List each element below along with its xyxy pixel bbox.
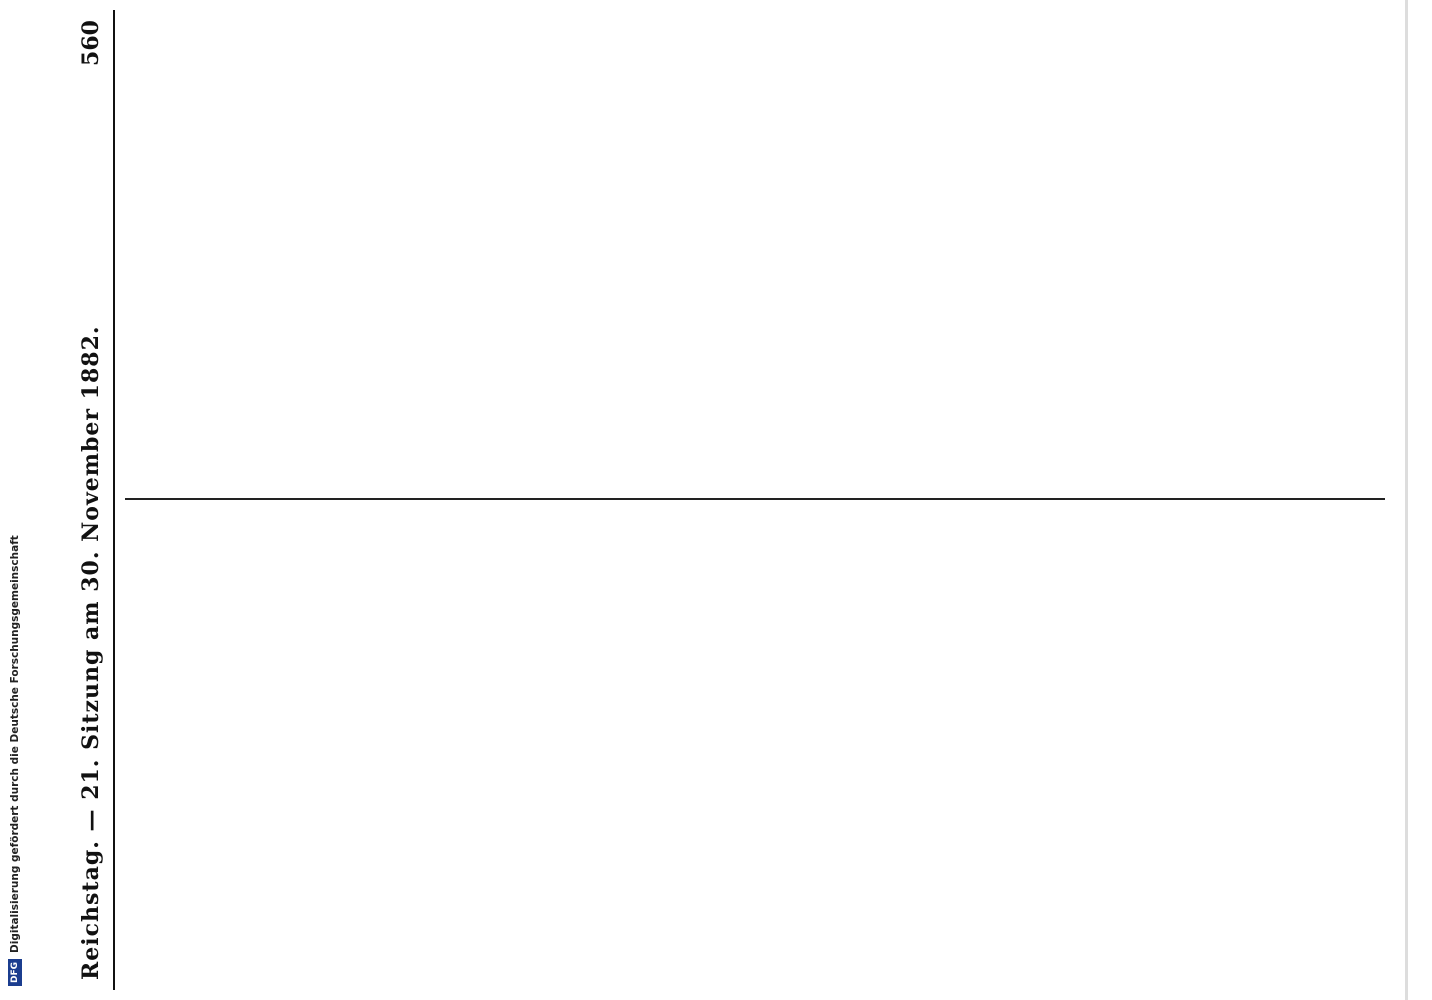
header-rule [113, 10, 115, 990]
digitization-credit-sidebar [2, 0, 28, 1000]
credit-text: Digitalisierung gefördert durch die Deutsche Forschungsgemeinschaft [9, 535, 21, 953]
page-header [76, 20, 106, 980]
digitization-credit [2, 0, 28, 1000]
right-column-text [125, 515, 1380, 985]
left-column-text [125, 15, 1380, 485]
scanned-page [40, 0, 1400, 1000]
running-head: Reichstag. — 21. Sitzung am 30. November 1882. [78, 325, 104, 980]
dfg-logo-icon: DFG [8, 959, 22, 986]
page-number: 560 [78, 20, 104, 66]
scan-edge [1405, 0, 1408, 1000]
column-divider [125, 498, 1385, 500]
